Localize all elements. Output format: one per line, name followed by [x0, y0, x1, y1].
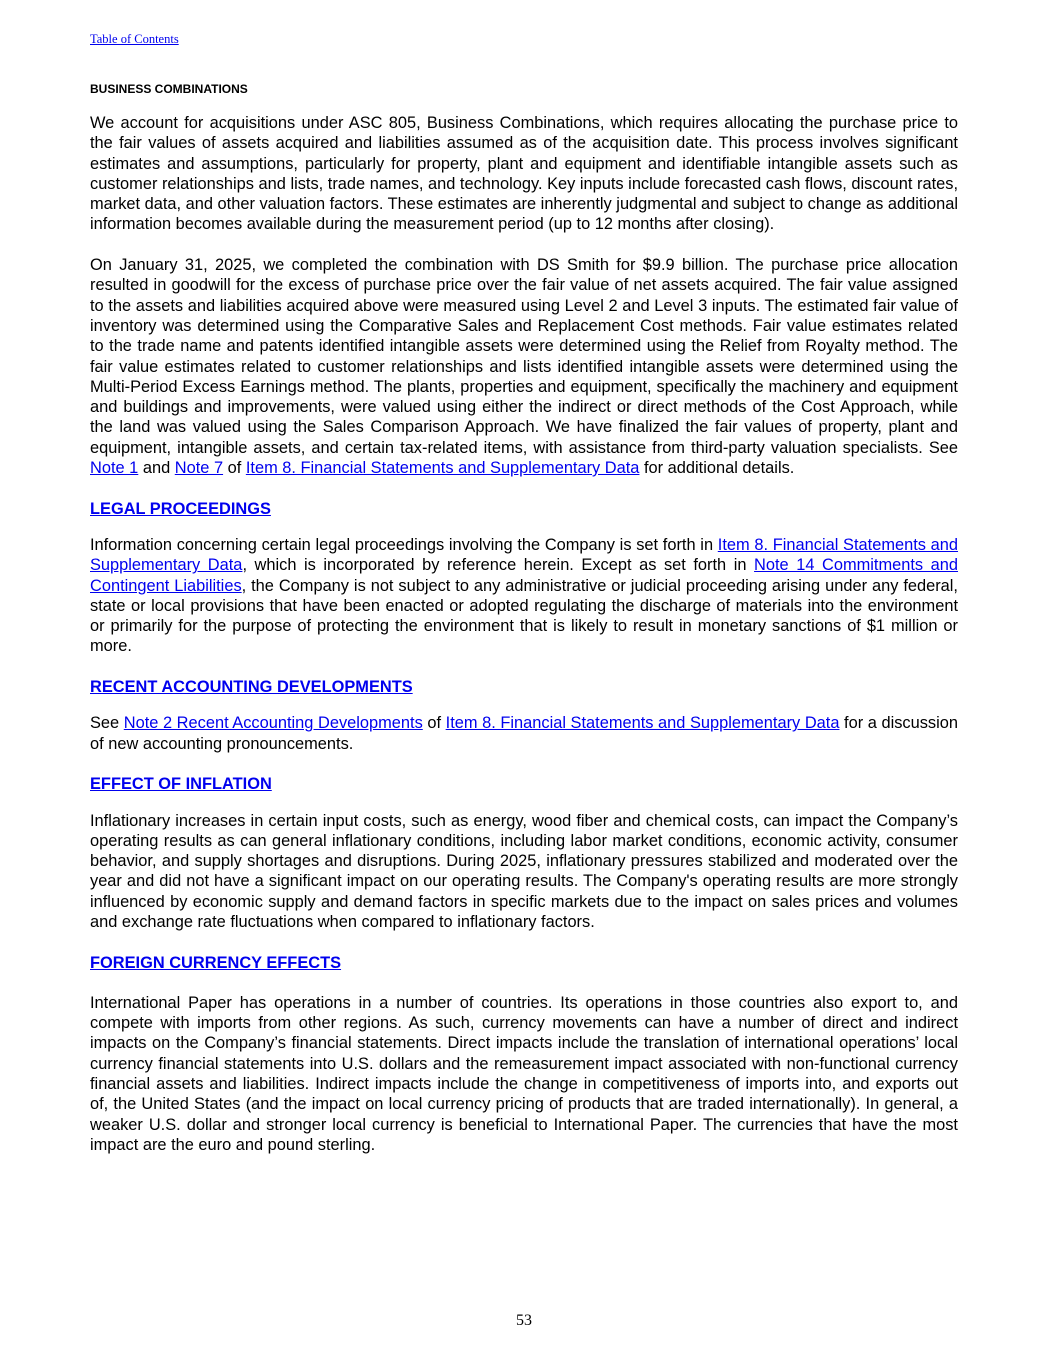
note-2-link[interactable]: Note 2 Recent Accounting Developments	[123, 714, 423, 733]
text: Information concerning certain legal proceedings involving the Company is set forth in	[90, 535, 718, 554]
text: and	[138, 459, 175, 478]
business-combinations-paragraph-1: We account for acquisitions under ASC 805, Business Combinations, which requires allocating the purchase price to the fair values of assets acquired and liabilities assumed as of the acquisition date. This process involves significant estimates and assumptions, particularly for property, plant and equipment and identifiable intangible assets such as customer relationships and lists, trade names, and technology. Key inputs include forecasted cash flows, discount rates, market data, and other valuation factors. These estimates are inherently judgmental and subject to change as additional information becomes available during the measurement period (up to 12 months after closing).	[90, 114, 959, 234]
text: of	[223, 459, 246, 478]
effect-of-inflation-paragraph: Inflationary increases in certain input costs, such as energy, wood fiber and chemical costs, can impact the Company’s operating results as can general inflationary conditions, including labor market conditions, economic activity, consumer behavior, and supply shortages and disruptions. During 2025, inflationary pressures stabilized and moderated over the year and did not have a significant impact on our operating results. The Company's operating results are more strongly influenced by economic supply and demand factors in specific markets due to the impact on sales prices and volumes and exchange rate fluctuations when compared to inflationary factors.	[90, 811, 958, 931]
text: See	[90, 714, 124, 733]
note-7-link[interactable]: Note 7	[174, 459, 224, 478]
foreign-currency-paragraph: International Paper has operations in a number of countries. Its operations in those countries also export to, and compete with imports from other regions. As such, currency movements can have a number of direct and indirect impacts on the Company’s financial statements. Direct impacts include the translation of international operations’ local currency financial statements into U.S. dollars and the remeasurement impact associated with non-functional currency financial assets and liabilities. Indirect impacts include the change in competitiveness of imports into, and exports out of, the United States (and the impact on local currency pricing of products that are traded internationally). In general, a weaker U.S. dollar and stronger local currency is beneficial to International Paper. The currencies that have the most impact are the euro and pound sterling.	[90, 993, 958, 1154]
text: of	[422, 714, 446, 733]
text: , which is incorporated by reference herein. Except as set forth in	[242, 556, 755, 575]
text: , the Company is not subject to any administrative or judicial proceeding arising under any federal, state or local provisions that have been enacted or adopted regulating the discharge of materials into the environment or primarily for the purpose of protecting the environment that is likely to result in monetary sanctions of $1 million or more.	[90, 576, 958, 656]
item-8-link[interactable]: Item 8. Financial Statements and Supplementary Data	[445, 714, 840, 733]
page-number: 53	[516, 1312, 532, 1329]
text: for additional details.	[639, 459, 795, 478]
effect-of-inflation-heading-link[interactable]: EFFECT OF INFLATION	[90, 775, 272, 794]
document-body	[90, 82, 958, 1176]
note-1-link[interactable]: Note 1	[90, 459, 139, 478]
text: for a discussion of new accounting pronouncements.	[90, 714, 958, 753]
item-8-link[interactable]: Item 8. Financial Statements and Supplementary Data	[90, 535, 959, 575]
business-combinations-heading: BUSINESS COMBINATIONS	[90, 82, 248, 96]
business-combinations-paragraph-2	[90, 255, 958, 478]
note-14-link[interactable]: Note 14 Commitments and Contingent Liabilities	[90, 556, 959, 595]
text: On January 31, 2025, we completed the combination with DS Smith for $9.9 billion. The purchase price allocation resulted in goodwill for the excess of purchase price over the fair value of net assets acquired. The fair value assigned to the assets and liabilities acquired above were measured using Level 2 and Level 3 inputs. The estimated fair value of inventory was determined using the Comparative Sales and Replacement Cost methods. Fair value estimates related to the trade name and patents identified intangible assets were determined using the Relief from Royalty method. The fair value estimates related to customer relationships and lists identified intangible assets were determined using the Multi-Period Excess Earnings method. The plants, properties and equipment, specifically the machinery and equipment and buildings and improvements, were valued using either the indirect or direct methods of the Cost Approach, while the land was valued using the Sales Comparison Approach. We have finalized the fair values of property, plant and equipment, intangible assets, and certain tax-related items, with assistance from third-party valuation specialists. See	[90, 256, 958, 457]
table-of-contents-link[interactable]: Table of Contents	[90, 32, 179, 46]
legal-proceedings-heading-link[interactable]: LEGAL PROCEEDINGS	[90, 499, 271, 518]
recent-accounting-paragraph	[90, 713, 958, 754]
item-8-link[interactable]: Item 8. Financial Statements and Supplementary Data	[245, 459, 640, 478]
legal-proceedings-paragraph	[90, 535, 958, 657]
recent-accounting-heading-link[interactable]: RECENT ACCOUNTING DEVELOPMENTS	[90, 678, 413, 697]
foreign-currency-heading-link[interactable]: FOREIGN CURRENCY EFFECTS	[90, 953, 342, 972]
